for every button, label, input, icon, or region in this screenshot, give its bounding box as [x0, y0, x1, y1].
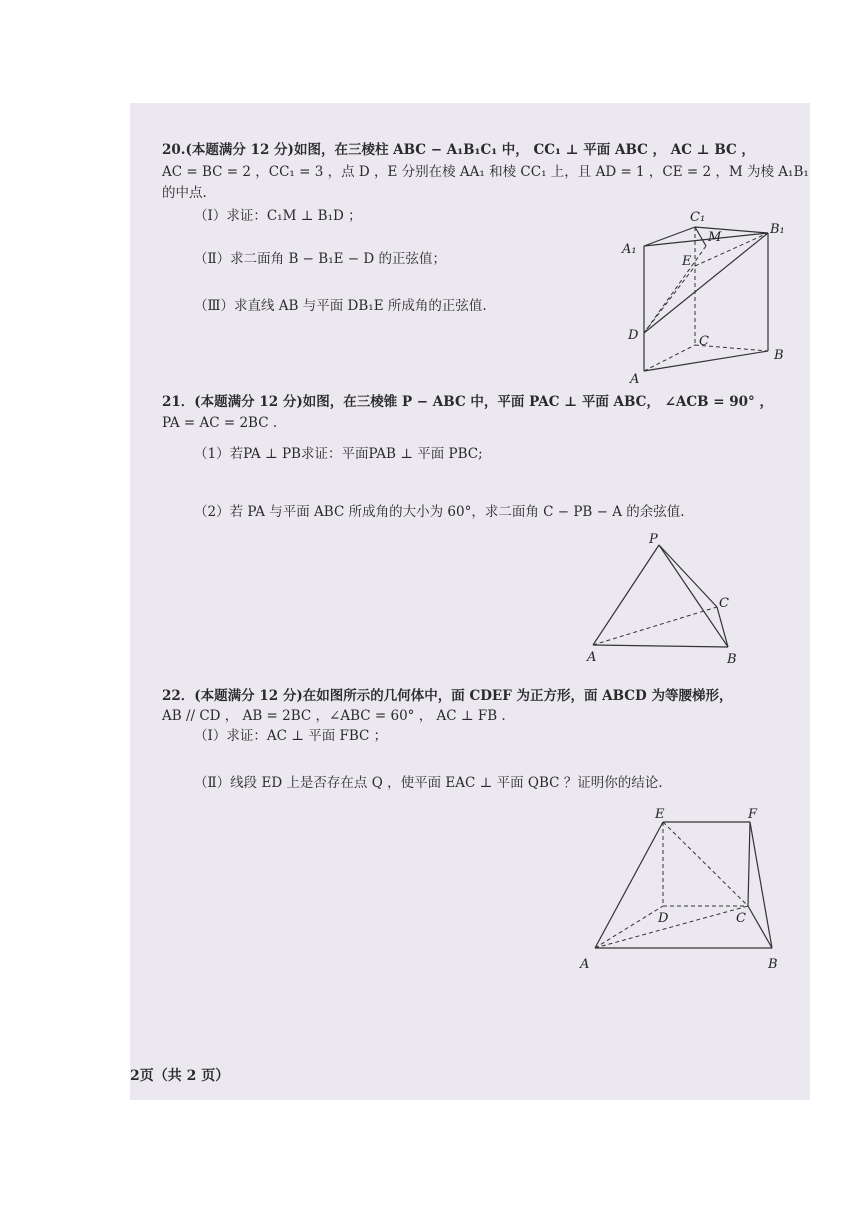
q20-part-1: （Ⅰ）求证：C₁M ⊥ B₁D ； [194, 208, 362, 224]
label-A: A [587, 650, 597, 665]
q20-line-1: 20.(本题满分 12 分)如图，在三棱柱 ABC − A₁B₁C₁ 中， CC₁ ⊥ 平面 ABC ， AC ⊥ BC ， [162, 142, 755, 158]
label-P: P [649, 532, 658, 547]
label-A: A [630, 372, 640, 387]
label-C1: C₁ [690, 210, 706, 225]
edge-CB [717, 607, 728, 647]
hidden-edge-AC [593, 607, 717, 645]
label-B: B [727, 652, 737, 667]
label-C: C [699, 334, 709, 349]
q20-part-2: （Ⅱ）求二面角 B − B₁E − D 的正弦值； [194, 251, 446, 267]
edge-C1M [695, 227, 706, 246]
label-B: B [774, 348, 784, 363]
q20-part-3: （Ⅲ）求直线 AB 与平面 DB₁E 所成角的正弦值. [194, 298, 487, 314]
q22-part-1: （Ⅰ）求证：AC ⊥ 平面 FBC ； [194, 728, 388, 744]
q22-part-2: （Ⅱ）线段 ED 上是否存在点 Q ，使平面 EAC ⊥ 平面 QBC ？证明你的结论. [194, 775, 663, 791]
hidden-edge-AC [595, 906, 748, 948]
q22-line-1: 22．(本题满分 12 分)在如图所示的几何体中，面 CDEF 为正方形，面 ABCD 为等腰梯形， [162, 688, 733, 704]
hidden-edge-AD [595, 906, 663, 948]
q21-line-1: 21．(本题满分 12 分)如图，在三棱锥 P − ABC 中，平面 PAC ⊥ 平面 ABC， ∠ACB = 90° ， [162, 394, 774, 410]
edge-PA [593, 545, 659, 645]
edge-AB [593, 645, 728, 647]
edge-C1B1 [695, 227, 768, 233]
label-A: A [580, 957, 590, 972]
label-C: C [736, 911, 746, 926]
solid-figure [570, 798, 785, 973]
edge-PB [659, 545, 728, 647]
q20-line-3: 的中点. [162, 185, 207, 201]
q21-part-2: （2）若 PA 与平面 ABC 所成角的大小为 60°，求二面角 C − PB − A 的余弦值. [194, 504, 685, 520]
label-B: B [768, 957, 778, 972]
label-B1: B₁ [770, 222, 785, 237]
q21-part-1: （1）若PA ⊥ PB求证：平面PAB ⊥ 平面 PBC; [194, 446, 483, 462]
hidden-edge-EC [663, 822, 748, 906]
prism-figure [620, 193, 790, 387]
pyramid-figure [585, 533, 755, 668]
label-E: E [655, 807, 665, 822]
edge-DB1 [644, 233, 768, 333]
label-M: M [708, 230, 722, 245]
hidden-edge-EB1 [695, 233, 768, 266]
edge-PC [659, 545, 717, 607]
label-A1: A₁ [622, 242, 637, 257]
edge-FC [748, 822, 750, 906]
scanned-page [130, 103, 810, 1100]
label-F: F [748, 807, 758, 822]
label-C: C [719, 596, 729, 611]
hidden-edge-MD [644, 246, 706, 333]
label-E: E [682, 254, 692, 269]
q20-line-2: AC = BC = 2 ，CC₁ = 3 ，点 D ，E 分别在棱 AA₁ 和棱 CC₁ 上，且 AD = 1 ，CE = 2 ，M 为棱 A₁B₁ [162, 164, 809, 180]
q22-line-2: AB // CD ， AB = 2BC ，∠ABC = 60° ， AC ⊥ FB . [162, 708, 506, 724]
label-D: D [658, 911, 669, 926]
edge-EA [595, 822, 663, 948]
label-D: D [628, 328, 639, 343]
page-footer: 2页（共 2 页） [130, 1068, 230, 1084]
q21-line-2: PA = AC = 2BC . [162, 415, 278, 431]
